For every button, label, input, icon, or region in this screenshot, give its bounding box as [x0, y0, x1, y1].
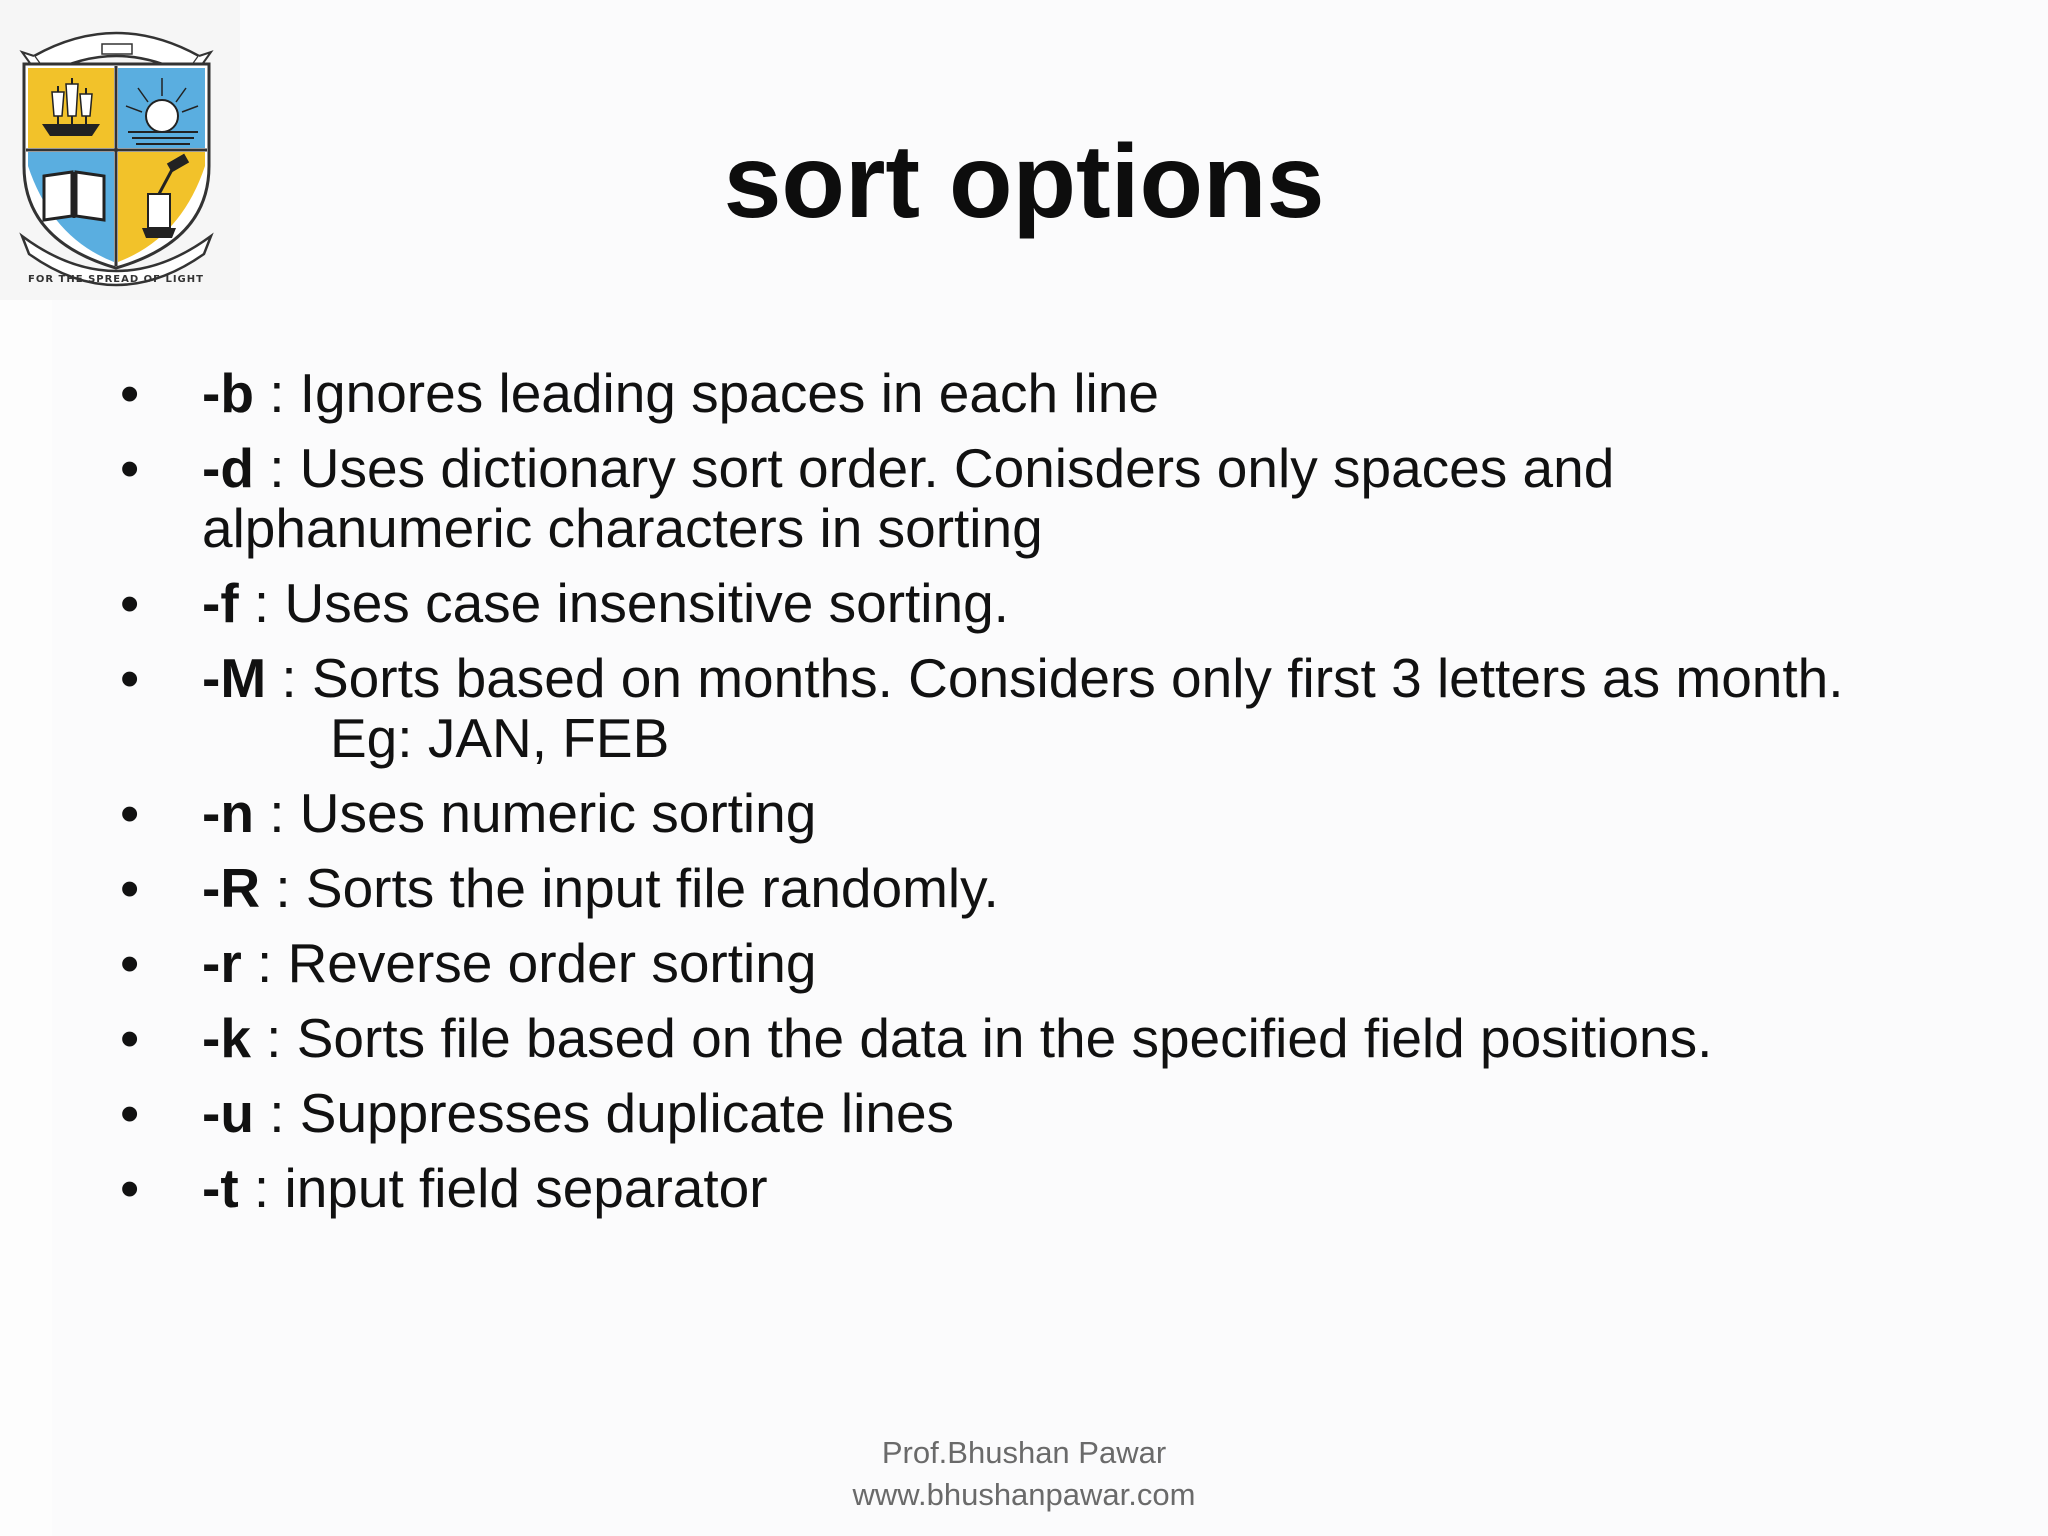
list-item-d [120, 438, 2000, 558]
footer [0, 1432, 2048, 1516]
option-flag: -b [202, 362, 254, 424]
option-description: : Sorts file based on the data in the specified field positions. [250, 1007, 1713, 1069]
option-description-continuation: alphanumeric characters in sorting [202, 497, 1043, 559]
list-item-b [120, 363, 2000, 423]
slide-title: sort options [723, 124, 1325, 240]
option-flag: -M [202, 647, 267, 709]
list-item-t [120, 1158, 2000, 1218]
option-flag: -f [202, 572, 239, 634]
option-description: : input field separator [238, 1157, 768, 1219]
option-description: : Uses case insensitive sorting. [238, 572, 1009, 634]
bullet-list [120, 363, 2000, 1233]
option-description: : Uses dictionary sort order. Conisders only spaces and [253, 437, 1615, 499]
list-item-M [120, 648, 2000, 768]
bullet-dot-icon: • [120, 437, 140, 499]
bullet-dot-icon: • [120, 932, 140, 994]
bullet-dot-icon: • [120, 782, 140, 844]
list-item-u [120, 1083, 2000, 1143]
list-item-f [120, 573, 2000, 633]
footer-author: Prof.Bhushan Pawar [881, 1435, 1167, 1470]
option-flag: -k [202, 1007, 251, 1069]
list-item-R [120, 858, 2000, 918]
option-description: : Sorts based on months. Considers only first 3 letters as month. [266, 647, 1844, 709]
bullet-dot-icon: • [120, 1082, 140, 1144]
option-flag: -d [202, 437, 254, 499]
bullet-dot-icon: • [120, 362, 140, 424]
bullet-dot-icon: • [120, 647, 140, 709]
bullet-dot-icon: • [120, 1157, 140, 1219]
option-description: : Uses numeric sorting [253, 782, 817, 844]
option-flag: -n [202, 782, 254, 844]
option-flag: -R [202, 857, 261, 919]
option-description: : Sorts the input file randomly. [260, 857, 999, 919]
option-description: : Suppresses duplicate lines [253, 1082, 955, 1144]
option-flag: -t [202, 1157, 239, 1219]
svg-text:FOR THE SPREAD OF LIGHT: FOR THE SPREAD OF LIGHT [28, 274, 204, 285]
bullet-dot-icon: • [120, 857, 140, 919]
list-item-k [120, 1008, 2000, 1068]
bullet-dot-icon: • [120, 1007, 140, 1069]
option-description: : Reverse order sorting [241, 932, 817, 994]
option-description: : Ignores leading spaces in each line [253, 362, 1159, 424]
option-flag: -r [202, 932, 242, 994]
option-example: Eg: JAN, FEB [330, 707, 670, 769]
list-item-n [120, 783, 2000, 843]
option-flag: -u [202, 1082, 254, 1144]
footer-website: www.bhushanpawar.com [852, 1477, 1196, 1512]
bullet-dot-icon: • [120, 572, 140, 634]
list-item-r [120, 933, 2000, 993]
